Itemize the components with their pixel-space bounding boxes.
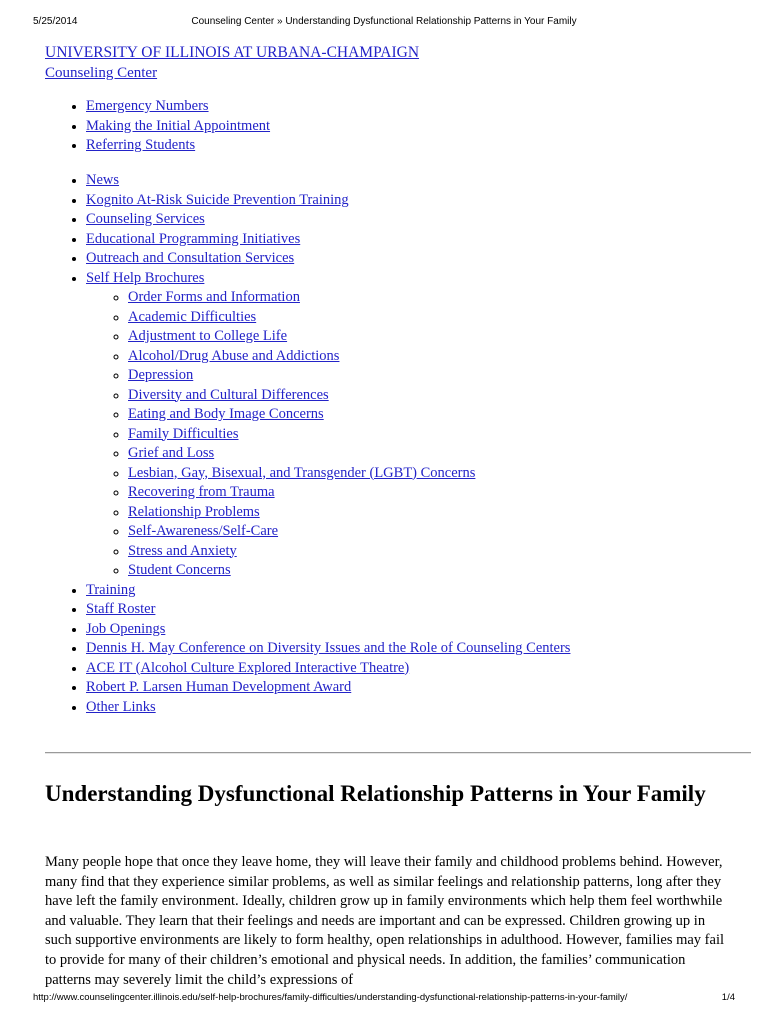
list-item [128,308,570,328]
list-item [86,117,270,137]
list-item [86,230,570,250]
brochure-link[interactable]: Relationship Problems [128,503,260,520]
list-item [86,249,570,269]
brochure-link[interactable]: Stress and Anxiety [128,542,237,559]
nav-kognito-link[interactable]: Kognito At-Risk Suicide Prevention Training [86,191,349,208]
list-item [86,210,570,230]
emergency-numbers-link[interactable]: Emergency Numbers [86,98,209,114]
self-help-sublist [86,288,570,581]
list-item [128,464,570,484]
list-item [128,347,570,367]
nav-ace-it-link[interactable]: ACE IT (Alcohol Culture Explored Interactive Theatre) [86,659,410,676]
brochure-link[interactable]: Order Forms and Information [128,289,300,305]
section-divider [45,752,751,754]
brochure-link[interactable]: Lesbian, Gay, Bisexual, and Transgender (LGBT) Concerns [128,464,476,481]
list-item [128,405,570,425]
list-item [86,678,570,698]
quick-links-list [45,97,270,156]
list-item [86,698,570,718]
list-item [86,136,270,156]
nav-staff-roster-link[interactable]: Staff Roster [86,601,156,617]
university-link[interactable]: UNIVERSITY OF ILLINOIS AT URBANA-CHAMPAIGN [45,44,420,61]
nav-news-link[interactable]: News [86,172,120,188]
nav-counseling-services-link[interactable]: Counseling Services [86,211,205,227]
print-date: 5/25/2014 [33,16,78,27]
list-item [86,659,570,679]
brochure-link[interactable]: Student Concerns [128,562,231,578]
nav-training-link[interactable]: Training [86,581,136,598]
list-item [128,366,570,386]
nav-educational-programming-link[interactable]: Educational Programming Initiatives [86,230,301,247]
nav-larsen-award-link[interactable]: Robert P. Larsen Human Development Award [86,679,352,695]
list-item [128,561,570,581]
brochure-link[interactable]: Alcohol/Drug Abuse and Addictions [128,347,340,364]
nav-self-help-link[interactable]: Self Help Brochures [86,269,205,286]
brochure-link[interactable]: Family Difficulties [128,425,239,442]
brochure-link[interactable]: Recovering from Trauma [128,484,275,500]
brochure-link[interactable]: Diversity and Cultural Differences [128,386,329,403]
print-page-number: 1/4 [721,992,735,1003]
nav-outreach-link[interactable]: Outreach and Consultation Services [86,250,295,266]
nav-other-links-link[interactable]: Other Links [86,698,156,715]
list-item [128,386,570,406]
counseling-center-link[interactable]: Counseling Center [45,65,158,81]
print-page-title: Counseling Center » Understanding Dysfunctional Relationship Patterns in Your Family [191,16,577,27]
list-item [128,542,570,562]
list-item [128,483,570,503]
nav-job-openings-link[interactable]: Job Openings [86,620,166,637]
list-item [86,600,570,620]
site-header [45,43,419,83]
initial-appointment-link[interactable]: Making the Initial Appointment [86,117,271,134]
brochure-link[interactable]: Grief and Loss [128,445,215,461]
list-item [128,288,570,308]
list-item [86,581,570,601]
list-item [86,97,270,117]
list-item [128,503,570,523]
list-item [86,639,570,659]
brochure-link[interactable]: Self-Awareness/Self-Care [128,523,279,539]
brochure-link[interactable]: Depression [128,367,194,383]
list-item [128,425,570,445]
brochure-link[interactable]: Adjustment to College Life [128,328,288,344]
print-footer [33,992,735,1006]
print-url: http://www.counselingcenter.illinois.edu/self-help-brochures/family-difficulties/understanding-dysfunctional-relationship-patterns-in-your-family/ [33,992,628,1003]
list-item [86,269,570,581]
list-item [86,171,570,191]
article-paragraph: Many people hope that once they leave home, they will leave their family and childhood problems behind. However, many find that they experience similar problems, as well as similar feelings and relationship patterns, long after they have left the family environment. Ideally, children grow up in family environments which help them feel worthwhile and valuable. They learn that their feelings and needs are important and can be expressed. Children growing up in such supportive environments are likely to form healthy, open relationships in adulthood. However, families may fail to provide for many of their children’s emotional and physical needs. In addition, the families’ communication patterns may severely limit the child’s expressions of [45,854,725,988]
list-item [86,191,570,211]
list-item [128,522,570,542]
referring-students-link[interactable]: Referring Students [86,137,196,153]
brochure-link[interactable]: Academic Difficulties [128,308,257,325]
nav-conference-link[interactable]: Dennis H. May Conference on Diversity Issues and the Role of Counseling Centers [86,640,571,656]
list-item [128,327,570,347]
page-title: Understanding Dysfunctional Relationship Patterns in Your Family [45,781,706,806]
print-header [33,16,735,30]
list-item [86,620,570,640]
list-item [128,444,570,464]
main-nav-list [45,171,570,717]
brochure-link[interactable]: Eating and Body Image Concerns [128,406,324,422]
